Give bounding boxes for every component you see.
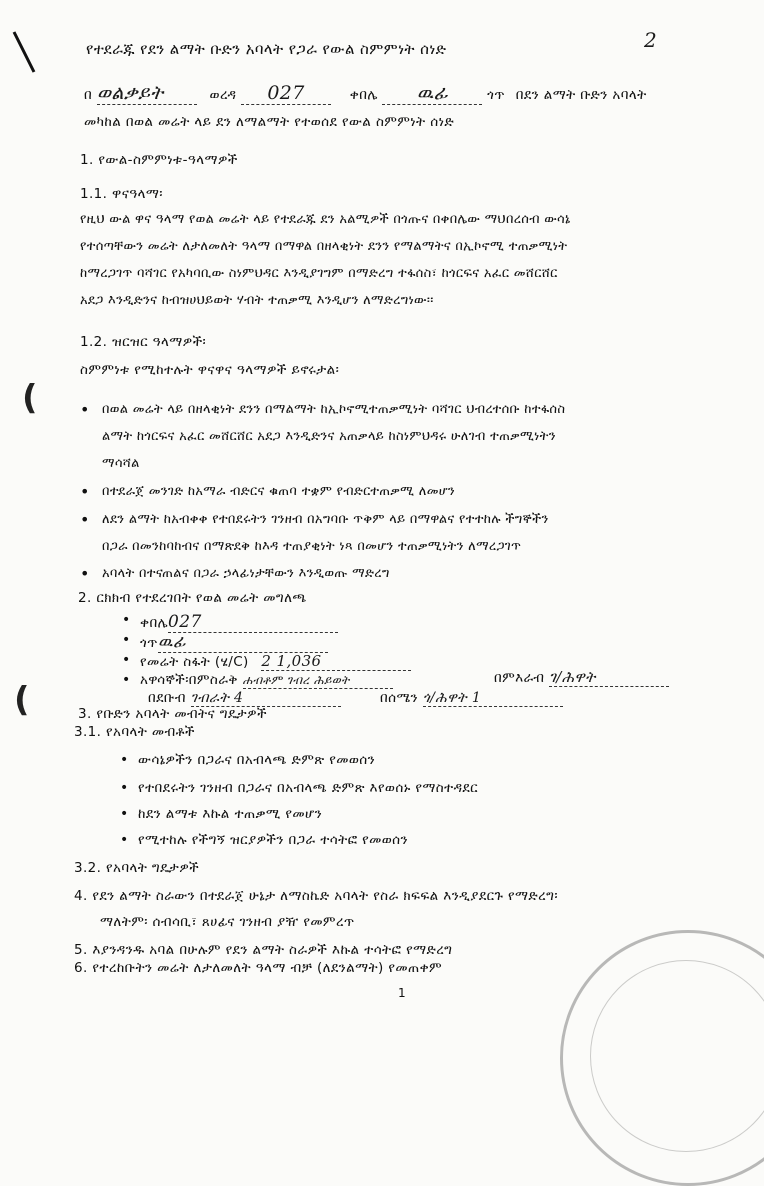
neighbors-east-row: • አዋሳኞች፡በምስራቅ ሐብቶም ገብረ ሕይወት — [140, 672, 393, 689]
handwritten-kebele-number: 027 — [241, 82, 331, 105]
section-3-1-heading: 3.1. የአባላት መብቶች — [74, 724, 195, 740]
list-item: • የሚተከሉ የችግኝ ዝርያዎችን በጋራ ተሳትፎ የመወሰን — [138, 832, 408, 848]
west-neighbor-row: በምእራብ ገ/ሕዋት — [494, 668, 669, 687]
handwritten-woreda: ወልቃይት — [97, 82, 197, 105]
pen-stroke-mark — [10, 28, 40, 78]
section-1-2-heading: 1.2. ዝርዝር ዓላማዎች፡ — [80, 334, 207, 350]
list-item: • የተበደሩትን ገንዘብ በጋራና በአብላጫ ድምጽ እየወሰኑ የማስተዳደር — [138, 780, 478, 796]
west-neighbor-value: ገ/ሕዋት — [549, 668, 669, 687]
section-1-heading: 1. የውል-ስምምነቱ-ዓላማዎች — [80, 152, 238, 168]
punch-hole-mark: ( — [14, 680, 30, 720]
page-corner-number: 2 — [644, 28, 657, 52]
list-item: • ለደን ልማት ከአብቀቀ የተበደሩትን ገንዘብ በአግባቡ ጥቅም ላይ በማዋልና የተተከሉ ችግኞችን በጋራ በመንከባከብና በማጽደቅ ከእዳ ተጠያቂነት ነጻ በመሆን ተጠቃሚነትን ለማረጋገጥ — [102, 506, 549, 560]
area-row: • የመሬት ስፋት (ሄ/C) 2 1,036 — [140, 652, 411, 671]
section-4-line-1: 4. የደን ልማት ስራውን በተደራጀ ሁኔታ ለማስኬድ አባላት የስራ ክፍፍል እንዲያደርጉ የማድረግ፡ — [74, 888, 558, 904]
intro-line-1: በ ወልቃይት ወረዳ 027 ቀበሌ ዉፊ ጎጥ በደን ልማት ቡድን አባላት — [84, 82, 647, 104]
section-1-1-paragraph: የዚህ ውል ዋና ዓላማ የወል መሬት ላይ የተደራጁ ደን አልሚዎች በጎጡና በቀበሌው ማህበረሰብ ውሳኔ የተሰጣቸውን መሬት ለታለመለት ዓላማ በማዋል በዘላቂነት ደንን የማልማትና በኢኮኖሚ ተጠቃሚነት ከማረጋገጥ ባሻገር የአካባቢው ስነምህዳር እንዲያገግም በማድረግ ተፋሰስ፣ ከጎርፍና አፈር መሸርሸር አደጋ እንዲድንና ከብዝሀህይወት ሃብት ተጠቃሚ እንዲሆን ለማድረግነው፡፡ — [80, 212, 571, 308]
section-3-2-heading: 3.2. የአባላት ግዴታዎች — [74, 860, 200, 876]
section-2-heading: 2. ርክክብ የተደረገበት የወል መሬት መግለጫ — [78, 590, 307, 606]
section-4-line-2: ማለትም፡ ሰብሳቢ፣ ጸሀፊና ገንዘብ ያዥ የመምረጥ — [100, 914, 355, 930]
section-1-1-heading: 1.1. ዋናዓላማ፡ — [80, 186, 163, 202]
list-item: • በወል መሬት ላይ በዘላቂነት ደንን በማልማት ከኢኮኖሚተጠቃሚነት ባሻገር ህብረተሰቡ ከተፋሰስ ልማት ከጎርፍና አፈር መሸርሸር አደጋ እንዲድንና አጠቃላይ ከስነምህዳሩ ሁለገብ ተጠቃሚነትን ማሳሻል — [102, 396, 565, 477]
north-value: ጎ/ሕዋት 1 — [423, 690, 563, 707]
list-item: • ከደን ልማቱ እኩል ተጠቃሚ የመሆን — [138, 806, 322, 822]
kebele-row: • ቀበሌ027 — [140, 612, 338, 633]
got-row: • ጎጥዉፊ — [140, 632, 328, 653]
handwritten-got: ዉፊ — [382, 82, 482, 105]
north-neighbor-row: በሰሜን ጎ/ሕዋት 1 — [380, 690, 563, 707]
area-value: 2 1,036 — [261, 652, 411, 671]
list-item: • ውሳኔዎችን በጋራና በአብላጫ ድምጽ የመወሰን — [138, 752, 375, 768]
east-neighbor-value: ሐብቶም ገብረ ሕይወት — [243, 673, 393, 689]
punch-hole-mark: ( — [22, 378, 38, 418]
got-value: ዉፊ — [158, 632, 328, 653]
document-title: የተደራጁ የደን ልማት ቡድን አባላት የጋራ የውል ስምምነት ሰነድ — [86, 40, 447, 58]
page-number: 1 — [398, 986, 407, 1000]
list-item: • በተደራጀ መንገድ ከአማራ ብድርና ቁጠባ ተቋም የብድርተጠቃሚ ለመሆን — [102, 478, 455, 505]
south-value: ገብራት 4 — [191, 690, 341, 707]
section-6: 6. የተረከቡትን መሬት ለታለመለት ዓላማ ብቻ (ለደንልማት) የመጠቀም — [74, 960, 443, 976]
kebele-value: 027 — [168, 612, 338, 633]
intro-line-2: መካከል በወል መሬት ላይ ደን ለማልማት የተወሰደ የውል ስምምነት ሰነድ — [84, 114, 455, 130]
section-1-2-intro: ስምምነቱ የሚከተሉት ዋናዋና ዓላማዎች ይኖሩታል፡ — [80, 362, 340, 378]
list-item: • አባላት በተናጠልና በጋራ ኃላፊነታቸውን እንዲወጡ ማድረግ — [102, 560, 390, 587]
south-neighbor-row: በደቡብ ገብራት 4 — [148, 690, 341, 707]
section-5: 5. እያንዳንዱ አባል በሁሉም የደን ልማት ስራዎች እኩል ተሳትፎ የማድረግ — [74, 942, 453, 958]
section-3-heading: 3. የቡድን አባላት መብትና ግዴታዎች — [78, 706, 267, 722]
